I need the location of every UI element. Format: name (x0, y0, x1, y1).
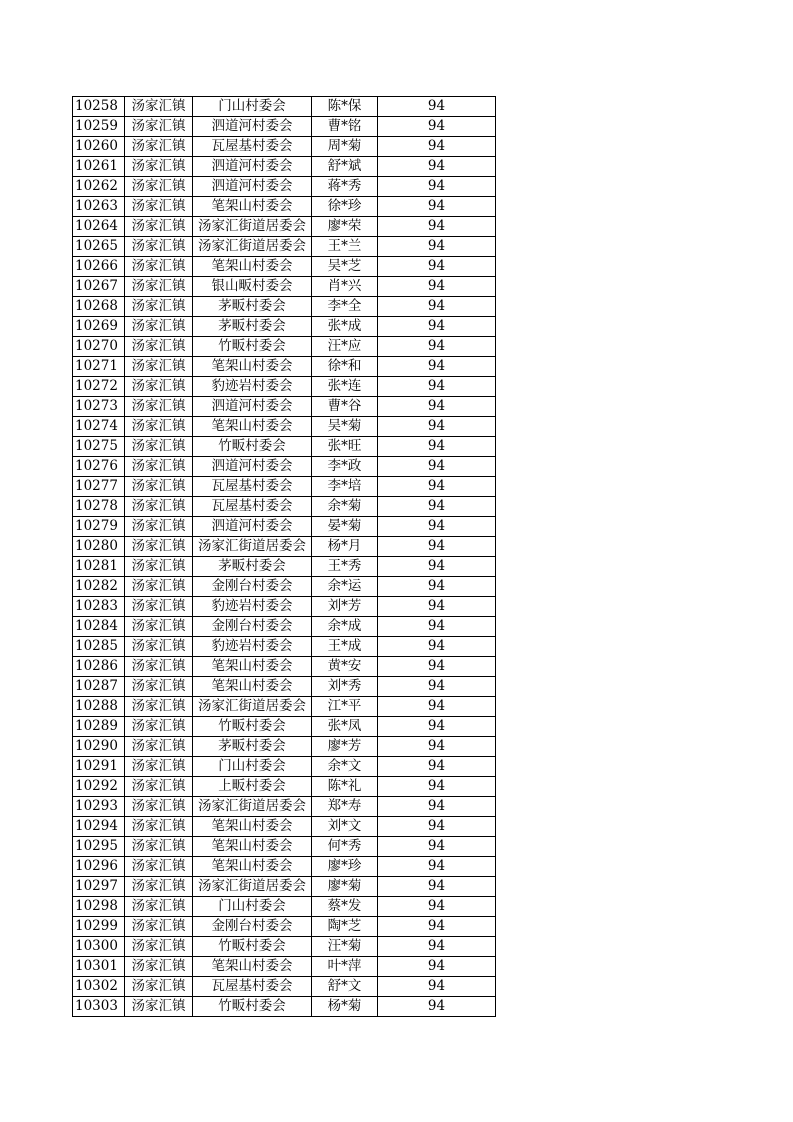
person-name-cell: 余*成 (312, 617, 378, 637)
record-id-cell: 10292 (73, 777, 125, 797)
table-row (73, 477, 496, 497)
village-committee-cell: 泗道河村委会 (193, 157, 312, 177)
record-id-cell: 10273 (73, 397, 125, 417)
record-id-cell: 10286 (73, 657, 125, 677)
score-value-cell: 94 (378, 857, 496, 877)
town-name-cell: 汤家汇镇 (125, 957, 193, 977)
village-committee-cell: 汤家汇街道居委会 (193, 217, 312, 237)
record-id-cell: 10297 (73, 877, 125, 897)
town-name-cell: 汤家汇镇 (125, 337, 193, 357)
table-row (73, 137, 496, 157)
village-committee-cell: 笔架山村委会 (193, 417, 312, 437)
town-name-cell: 汤家汇镇 (125, 437, 193, 457)
record-id-cell: 10258 (73, 97, 125, 117)
score-value-cell: 94 (378, 137, 496, 157)
record-id-cell: 10274 (73, 417, 125, 437)
town-name-cell: 汤家汇镇 (125, 217, 193, 237)
record-id-cell: 10276 (73, 457, 125, 477)
town-name-cell: 汤家汇镇 (125, 917, 193, 937)
village-committee-cell: 汤家汇街道居委会 (193, 537, 312, 557)
village-committee-cell: 金刚台村委会 (193, 917, 312, 937)
table-row (73, 257, 496, 277)
town-name-cell: 汤家汇镇 (125, 477, 193, 497)
score-value-cell: 94 (378, 297, 496, 317)
town-name-cell: 汤家汇镇 (125, 937, 193, 957)
person-name-cell: 王*秀 (312, 557, 378, 577)
village-committee-cell: 竹畈村委会 (193, 997, 312, 1017)
table-row (73, 677, 496, 697)
table-row (73, 797, 496, 817)
table-row (73, 337, 496, 357)
record-id-cell: 10303 (73, 997, 125, 1017)
person-name-cell: 叶*萍 (312, 957, 378, 977)
village-committee-cell: 银山畈村委会 (193, 277, 312, 297)
person-name-cell: 舒*斌 (312, 157, 378, 177)
record-id-cell: 10294 (73, 817, 125, 837)
person-name-cell: 张*连 (312, 377, 378, 397)
village-committee-cell: 瓦屋基村委会 (193, 497, 312, 517)
record-id-cell: 10259 (73, 117, 125, 137)
record-id-cell: 10262 (73, 177, 125, 197)
score-value-cell: 94 (378, 697, 496, 717)
score-value-cell: 94 (378, 257, 496, 277)
table-row (73, 917, 496, 937)
table-row (73, 657, 496, 677)
town-name-cell: 汤家汇镇 (125, 157, 193, 177)
score-value-cell: 94 (378, 817, 496, 837)
table-row (73, 757, 496, 777)
record-id-cell: 10299 (73, 917, 125, 937)
person-name-cell: 余*文 (312, 757, 378, 777)
town-name-cell: 汤家汇镇 (125, 717, 193, 737)
person-name-cell: 廖*荣 (312, 217, 378, 237)
record-id-cell: 10268 (73, 297, 125, 317)
score-value-cell: 94 (378, 977, 496, 997)
table-row (73, 877, 496, 897)
town-name-cell: 汤家汇镇 (125, 617, 193, 637)
record-id-cell: 10282 (73, 577, 125, 597)
village-committee-cell: 笔架山村委会 (193, 677, 312, 697)
table-row (73, 777, 496, 797)
person-name-cell: 舒*文 (312, 977, 378, 997)
village-committee-cell: 泗道河村委会 (193, 517, 312, 537)
person-name-cell: 廖*芳 (312, 737, 378, 757)
table-row (73, 317, 496, 337)
score-value-cell: 94 (378, 317, 496, 337)
record-id-cell: 10291 (73, 757, 125, 777)
record-id-cell: 10267 (73, 277, 125, 297)
record-id-cell: 10301 (73, 957, 125, 977)
table-row (73, 237, 496, 257)
record-id-cell: 10296 (73, 857, 125, 877)
score-value-cell: 94 (378, 577, 496, 597)
village-committee-cell: 竹畈村委会 (193, 937, 312, 957)
village-committee-cell: 茅畈村委会 (193, 557, 312, 577)
score-value-cell: 94 (378, 357, 496, 377)
village-committee-cell: 汤家汇街道居委会 (193, 237, 312, 257)
score-value-cell: 94 (378, 217, 496, 237)
score-value-cell: 94 (378, 677, 496, 697)
table-row (73, 817, 496, 837)
person-name-cell: 曹*铭 (312, 117, 378, 137)
person-name-cell: 徐*和 (312, 357, 378, 377)
table-row (73, 557, 496, 577)
town-name-cell: 汤家汇镇 (125, 697, 193, 717)
person-name-cell: 汪*菊 (312, 937, 378, 957)
village-committee-cell: 笔架山村委会 (193, 817, 312, 837)
score-value-cell: 94 (378, 417, 496, 437)
person-name-cell: 陈*保 (312, 97, 378, 117)
record-id-cell: 10300 (73, 937, 125, 957)
person-name-cell: 周*菊 (312, 137, 378, 157)
table-row (73, 377, 496, 397)
village-committee-cell: 茅畈村委会 (193, 297, 312, 317)
person-name-cell: 张*旺 (312, 437, 378, 457)
village-committee-cell: 门山村委会 (193, 97, 312, 117)
town-name-cell: 汤家汇镇 (125, 637, 193, 657)
town-name-cell: 汤家汇镇 (125, 577, 193, 597)
town-name-cell: 汤家汇镇 (125, 497, 193, 517)
score-value-cell: 94 (378, 877, 496, 897)
table-row (73, 517, 496, 537)
table-row (73, 177, 496, 197)
record-id-cell: 10261 (73, 157, 125, 177)
village-committee-cell: 竹畈村委会 (193, 337, 312, 357)
village-committee-cell: 笔架山村委会 (193, 197, 312, 217)
score-value-cell: 94 (378, 237, 496, 257)
record-id-cell: 10271 (73, 357, 125, 377)
table-row (73, 597, 496, 617)
table-row (73, 277, 496, 297)
town-name-cell: 汤家汇镇 (125, 397, 193, 417)
score-value-cell: 94 (378, 157, 496, 177)
score-value-cell: 94 (378, 597, 496, 617)
record-id-cell: 10265 (73, 237, 125, 257)
record-id-cell: 10264 (73, 217, 125, 237)
village-committee-cell: 瓦屋基村委会 (193, 977, 312, 997)
score-value-cell: 94 (378, 617, 496, 637)
person-name-cell: 陈*礼 (312, 777, 378, 797)
town-name-cell: 汤家汇镇 (125, 597, 193, 617)
table-row (73, 297, 496, 317)
village-committee-cell: 汤家汇街道居委会 (193, 697, 312, 717)
record-id-cell: 10281 (73, 557, 125, 577)
score-value-cell: 94 (378, 517, 496, 537)
person-name-cell: 蔡*发 (312, 897, 378, 917)
town-name-cell: 汤家汇镇 (125, 657, 193, 677)
table-row (73, 977, 496, 997)
person-name-cell: 余*运 (312, 577, 378, 597)
table-row (73, 497, 496, 517)
table-row (73, 417, 496, 437)
score-value-cell: 94 (378, 377, 496, 397)
score-value-cell: 94 (378, 177, 496, 197)
score-value-cell: 94 (378, 797, 496, 817)
person-name-cell: 李*培 (312, 477, 378, 497)
score-value-cell: 94 (378, 337, 496, 357)
record-id-cell: 10263 (73, 197, 125, 217)
town-name-cell: 汤家汇镇 (125, 177, 193, 197)
record-id-cell: 10289 (73, 717, 125, 737)
person-name-cell: 王*成 (312, 637, 378, 657)
table-row (73, 937, 496, 957)
person-name-cell: 肖*兴 (312, 277, 378, 297)
village-committee-cell: 瓦屋基村委会 (193, 477, 312, 497)
village-committee-cell: 泗道河村委会 (193, 117, 312, 137)
village-committee-cell: 汤家汇街道居委会 (193, 877, 312, 897)
score-value-cell: 94 (378, 397, 496, 417)
person-name-cell: 江*平 (312, 697, 378, 717)
town-name-cell: 汤家汇镇 (125, 817, 193, 837)
town-name-cell: 汤家汇镇 (125, 537, 193, 557)
score-value-cell: 94 (378, 777, 496, 797)
village-committee-cell: 豹迹岩村委会 (193, 597, 312, 617)
person-name-cell: 陶*芝 (312, 917, 378, 937)
table-row (73, 437, 496, 457)
village-committee-cell: 汤家汇街道居委会 (193, 797, 312, 817)
record-id-cell: 10287 (73, 677, 125, 697)
village-committee-cell: 笔架山村委会 (193, 357, 312, 377)
table-row (73, 737, 496, 757)
person-name-cell: 刘*文 (312, 817, 378, 837)
person-name-cell: 吴*菊 (312, 417, 378, 437)
table-row (73, 397, 496, 417)
record-id-cell: 10275 (73, 437, 125, 457)
table-row (73, 577, 496, 597)
table-row (73, 837, 496, 857)
score-value-cell: 94 (378, 457, 496, 477)
person-name-cell: 杨*菊 (312, 997, 378, 1017)
town-name-cell: 汤家汇镇 (125, 297, 193, 317)
person-name-cell: 张*成 (312, 317, 378, 337)
record-id-cell: 10277 (73, 477, 125, 497)
village-committee-cell: 泗道河村委会 (193, 177, 312, 197)
town-name-cell: 汤家汇镇 (125, 737, 193, 757)
person-name-cell: 李*政 (312, 457, 378, 477)
town-name-cell: 汤家汇镇 (125, 777, 193, 797)
village-committee-cell: 笔架山村委会 (193, 257, 312, 277)
table-row (73, 457, 496, 477)
town-name-cell: 汤家汇镇 (125, 857, 193, 877)
table-row (73, 117, 496, 137)
table-row (73, 957, 496, 977)
village-committee-cell: 笔架山村委会 (193, 837, 312, 857)
record-id-cell: 10290 (73, 737, 125, 757)
record-id-cell: 10260 (73, 137, 125, 157)
score-value-cell: 94 (378, 757, 496, 777)
village-committee-cell: 门山村委会 (193, 757, 312, 777)
town-name-cell: 汤家汇镇 (125, 457, 193, 477)
record-id-cell: 10288 (73, 697, 125, 717)
person-name-cell: 徐*珍 (312, 197, 378, 217)
town-name-cell: 汤家汇镇 (125, 997, 193, 1017)
town-name-cell: 汤家汇镇 (125, 317, 193, 337)
village-committee-cell: 金刚台村委会 (193, 617, 312, 637)
table-row (73, 997, 496, 1017)
score-value-cell: 94 (378, 97, 496, 117)
person-name-cell: 李*全 (312, 297, 378, 317)
village-committee-cell: 笔架山村委会 (193, 857, 312, 877)
town-name-cell: 汤家汇镇 (125, 757, 193, 777)
village-committee-cell: 上畈村委会 (193, 777, 312, 797)
record-id-cell: 10279 (73, 517, 125, 537)
record-id-cell: 10302 (73, 977, 125, 997)
person-name-cell: 吴*芝 (312, 257, 378, 277)
town-name-cell: 汤家汇镇 (125, 877, 193, 897)
person-name-cell: 何*秀 (312, 837, 378, 857)
record-table (72, 96, 496, 1017)
town-name-cell: 汤家汇镇 (125, 377, 193, 397)
town-name-cell: 汤家汇镇 (125, 897, 193, 917)
town-name-cell: 汤家汇镇 (125, 977, 193, 997)
person-name-cell: 刘*秀 (312, 677, 378, 697)
table-row (73, 197, 496, 217)
score-value-cell: 94 (378, 957, 496, 977)
person-name-cell: 黄*安 (312, 657, 378, 677)
record-id-cell: 10269 (73, 317, 125, 337)
record-id-cell: 10298 (73, 897, 125, 917)
person-name-cell: 张*凤 (312, 717, 378, 737)
town-name-cell: 汤家汇镇 (125, 417, 193, 437)
village-committee-cell: 豹迹岩村委会 (193, 637, 312, 657)
village-committee-cell: 竹畈村委会 (193, 437, 312, 457)
person-name-cell: 杨*月 (312, 537, 378, 557)
record-id-cell: 10280 (73, 537, 125, 557)
town-name-cell: 汤家汇镇 (125, 197, 193, 217)
record-id-cell: 10272 (73, 377, 125, 397)
record-id-cell: 10266 (73, 257, 125, 277)
village-committee-cell: 茅畈村委会 (193, 317, 312, 337)
town-name-cell: 汤家汇镇 (125, 677, 193, 697)
score-value-cell: 94 (378, 717, 496, 737)
table-row (73, 157, 496, 177)
score-value-cell: 94 (378, 997, 496, 1017)
person-name-cell: 晏*菊 (312, 517, 378, 537)
village-committee-cell: 泗道河村委会 (193, 397, 312, 417)
score-value-cell: 94 (378, 277, 496, 297)
person-name-cell: 蒋*秀 (312, 177, 378, 197)
town-name-cell: 汤家汇镇 (125, 97, 193, 117)
score-value-cell: 94 (378, 917, 496, 937)
record-id-cell: 10284 (73, 617, 125, 637)
table-row (73, 217, 496, 237)
town-name-cell: 汤家汇镇 (125, 137, 193, 157)
score-value-cell: 94 (378, 537, 496, 557)
score-value-cell: 94 (378, 477, 496, 497)
person-name-cell: 廖*珍 (312, 857, 378, 877)
score-value-cell: 94 (378, 197, 496, 217)
score-value-cell: 94 (378, 497, 496, 517)
village-committee-cell: 豹迹岩村委会 (193, 377, 312, 397)
table-row (73, 357, 496, 377)
person-name-cell: 余*菊 (312, 497, 378, 517)
village-committee-cell: 泗道河村委会 (193, 457, 312, 477)
person-name-cell: 曹*谷 (312, 397, 378, 417)
record-id-cell: 10278 (73, 497, 125, 517)
table-row (73, 697, 496, 717)
person-name-cell: 汪*应 (312, 337, 378, 357)
town-name-cell: 汤家汇镇 (125, 517, 193, 537)
village-committee-cell: 笔架山村委会 (193, 657, 312, 677)
table-row (73, 637, 496, 657)
score-value-cell: 94 (378, 657, 496, 677)
village-committee-cell: 金刚台村委会 (193, 577, 312, 597)
score-value-cell: 94 (378, 437, 496, 457)
town-name-cell: 汤家汇镇 (125, 837, 193, 857)
table-row (73, 717, 496, 737)
record-id-cell: 10285 (73, 637, 125, 657)
town-name-cell: 汤家汇镇 (125, 557, 193, 577)
village-committee-cell: 门山村委会 (193, 897, 312, 917)
table-row (73, 897, 496, 917)
score-value-cell: 94 (378, 837, 496, 857)
village-committee-cell: 竹畈村委会 (193, 717, 312, 737)
record-table-body (73, 97, 496, 1017)
record-id-cell: 10295 (73, 837, 125, 857)
town-name-cell: 汤家汇镇 (125, 237, 193, 257)
score-value-cell: 94 (378, 737, 496, 757)
record-id-cell: 10270 (73, 337, 125, 357)
table-row (73, 617, 496, 637)
table-row (73, 537, 496, 557)
record-id-cell: 10293 (73, 797, 125, 817)
village-committee-cell: 茅畈村委会 (193, 737, 312, 757)
person-name-cell: 王*兰 (312, 237, 378, 257)
record-id-cell: 10283 (73, 597, 125, 617)
person-name-cell: 刘*芳 (312, 597, 378, 617)
person-name-cell: 廖*菊 (312, 877, 378, 897)
town-name-cell: 汤家汇镇 (125, 357, 193, 377)
table-row (73, 857, 496, 877)
town-name-cell: 汤家汇镇 (125, 277, 193, 297)
table-row (73, 97, 496, 117)
score-value-cell: 94 (378, 557, 496, 577)
town-name-cell: 汤家汇镇 (125, 257, 193, 277)
town-name-cell: 汤家汇镇 (125, 797, 193, 817)
score-value-cell: 94 (378, 897, 496, 917)
score-value-cell: 94 (378, 117, 496, 137)
village-committee-cell: 笔架山村委会 (193, 957, 312, 977)
person-name-cell: 郑*寿 (312, 797, 378, 817)
score-value-cell: 94 (378, 937, 496, 957)
village-committee-cell: 瓦屋基村委会 (193, 137, 312, 157)
score-value-cell: 94 (378, 637, 496, 657)
town-name-cell: 汤家汇镇 (125, 117, 193, 137)
